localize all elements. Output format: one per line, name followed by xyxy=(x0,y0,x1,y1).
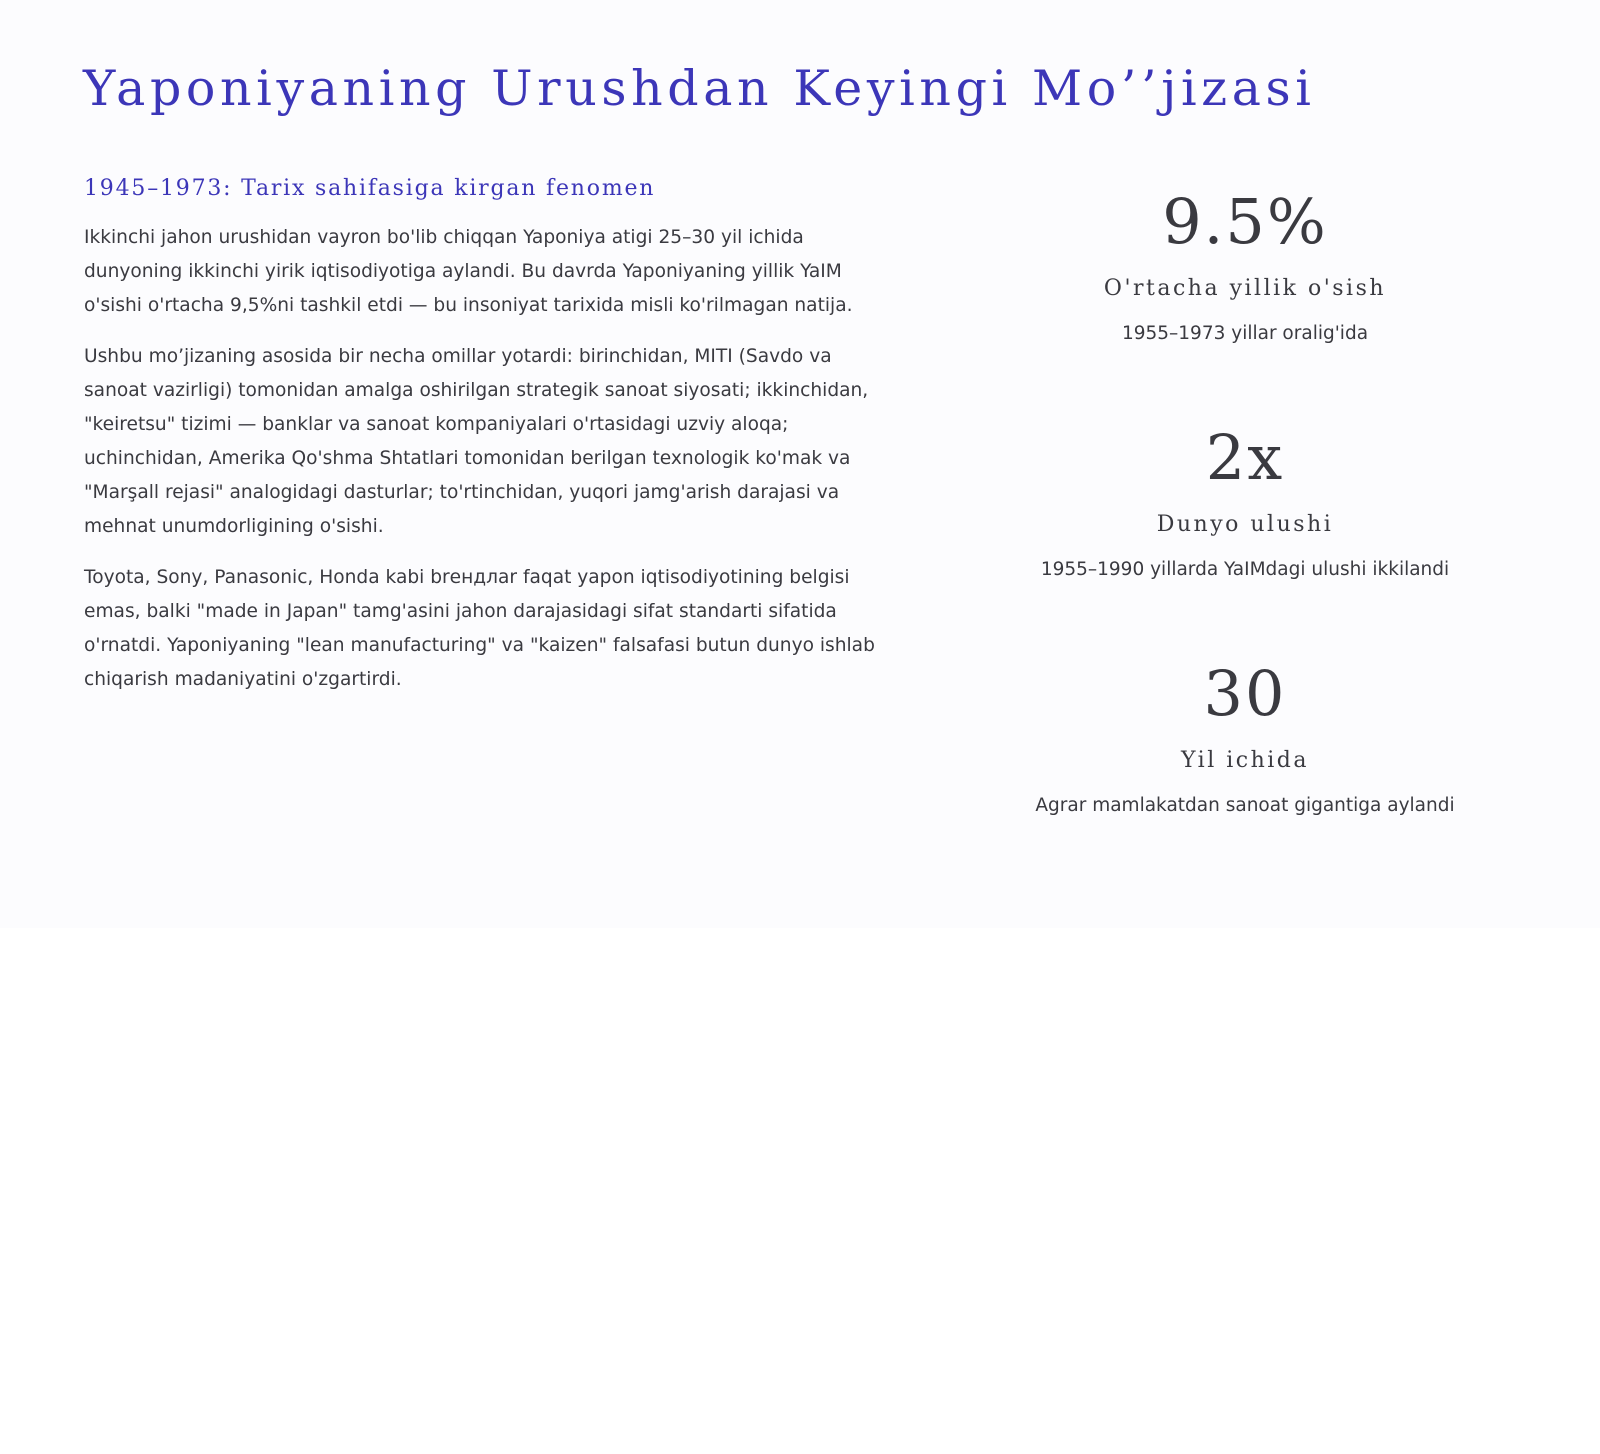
stat-label: Dunyo ulushi xyxy=(1156,512,1334,537)
stats-column xyxy=(1000,180,1490,888)
stat-label: Yil ichida xyxy=(1181,748,1309,773)
stat-description: 1955–1973 yillar oralig'ida xyxy=(1121,323,1369,344)
section-subtitle: 1945–1973: Tarix sahifasiga kirgan fenomen xyxy=(84,176,656,201)
stat-world-share xyxy=(1000,416,1490,652)
stat-years xyxy=(1000,652,1490,888)
stat-value: 9.5% xyxy=(1162,185,1328,258)
stat-description: Agrar mamlakatdan sanoat gigantiga aylandi xyxy=(1035,795,1455,816)
article-paragraph-3: Toyota, Sony, Panasonic, Honda kabi brендлar faqat yapon iqtisodiyotining belgisi emas, balki "made in Japan" tamg'asini jahon darajasidagi sifat standarti sifatida o'rnatdi. Yaponiyaning "lean manufacturing" va "kaizen" falsafasi butun dunyo ishlab chiqarish madaniyatini o'zgartirdi. xyxy=(84,567,875,690)
stat-description: 1955–1990 yillarda YaIMdagi ulushi ikkilandi xyxy=(1040,559,1450,580)
stat-value: 2x xyxy=(1205,421,1285,494)
article-paragraph-1: Ikkinchi jahon urushidan vayron bo'lib chiqqan Yaponiya atigi 25–30 yil ichida dunyoning ikkinchi yirik iqtisodiyotiga aylandi. Bu davrda Yaponiyaning yillik YaIM o'sishi o'rtacha 9,5%ni tashkil etdi — bu insoniyat tarixida misli ko'rilmagan natija. xyxy=(84,227,853,316)
article-paragraph-2: Ushbu mo’jizaning asosida bir necha omillar yotardi: birinchidan, MITI (Savdo va sanoat vazirligi) tomonidan amalga oshirilgan strategik sanoat siyosati; ikkinchidan, "keiretsu" tizimi — banklar va sanoat kompaniyalari o'rtasidagi uzviy aloqa; uchinchidan, Amerika Qo'shma Shtatlari tomonidan berilgan texnologik ko'mak va "Marşall rejasi" analogidagi dasturlar; to'rtinchidan, yuqori jamg'arish darajasi va mehnat unumdorligining o'sishi. xyxy=(84,346,869,537)
stat-growth xyxy=(1000,180,1490,416)
stat-label: O'rtacha yillik o'sish xyxy=(1103,276,1387,301)
article-column xyxy=(84,176,890,714)
stat-value: 30 xyxy=(1203,657,1287,730)
page-title: Yaponiyaning Urushdan Keyingi Mo’’jizasi xyxy=(83,60,1316,117)
